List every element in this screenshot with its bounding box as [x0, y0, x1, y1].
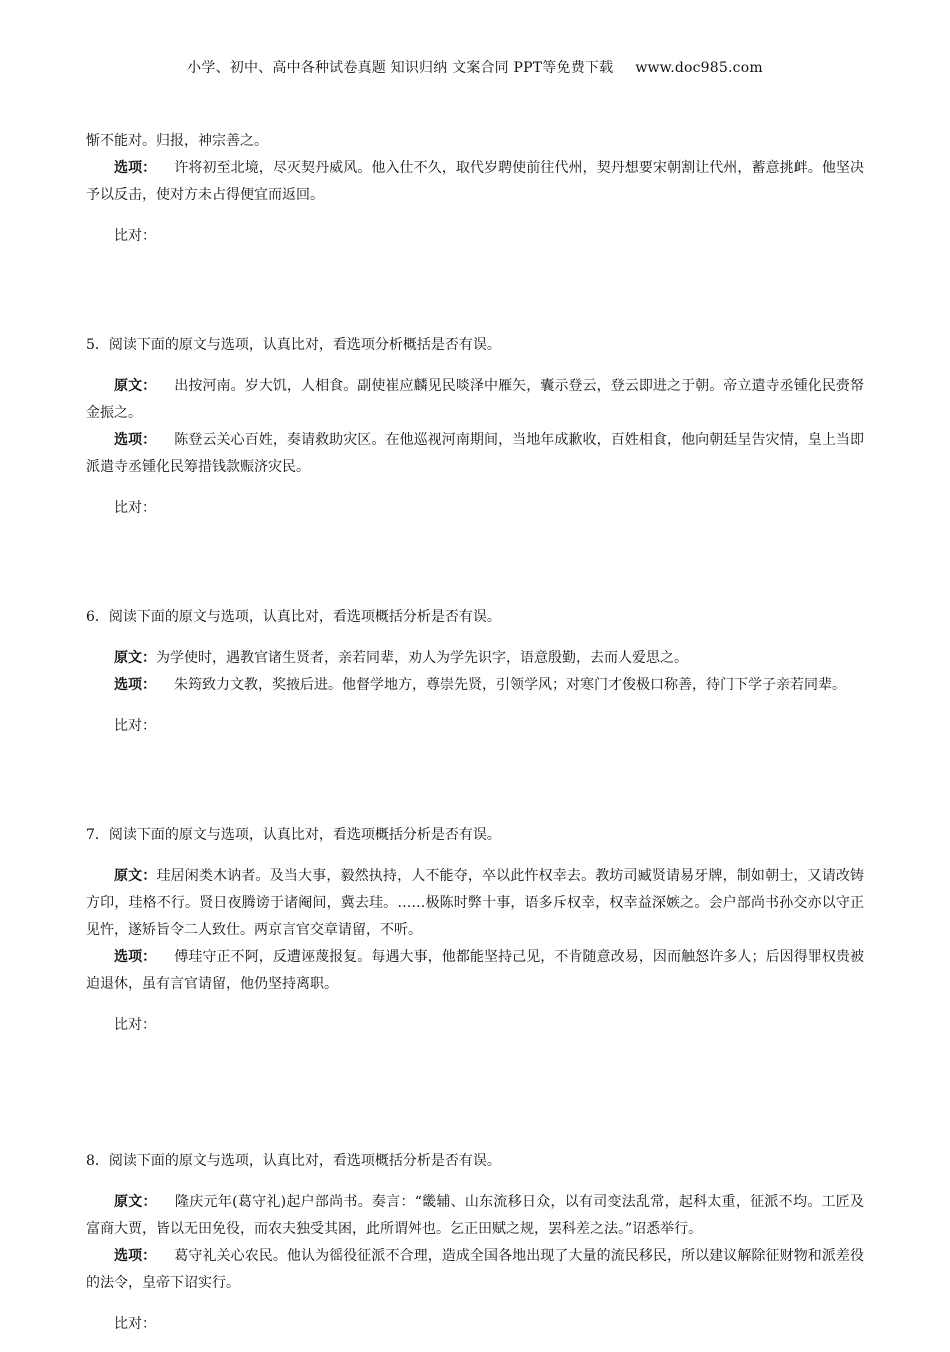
q6-option-text: 朱筠致力文教，奖掖后进。他督学地方，尊崇先贤，引领学风；对寒门才俊极口称善，待门下学子亲若同辈。 [174, 677, 846, 693]
q5-option-label: 选项： [114, 432, 157, 448]
q5-compare: 比对： [114, 500, 156, 516]
q7-title: 7．阅读下面的原文与选项，认真比对，看选项概括分析是否有误。 [86, 827, 501, 843]
q8-option [86, 1243, 864, 1297]
q7-option [86, 944, 864, 998]
q5-option [86, 427, 864, 481]
q5-option-text: 陈登云关心百姓，奏请救助灾区。在他巡视河南期间，当地年成歉收，百姓相食，他向朝廷呈告灾情，皇上当即派遣寺丞锺化民筹措钱款赈济灾民。 [86, 432, 865, 475]
q7-original-label: 原文： [114, 868, 157, 884]
q8-original-text: 隆庆元年(葛守礼)起户部尚书。奏言：“畿辅、山东流移日众，以有司变法乱常，起科太重，征派不均。工匠及富商大贾，皆以无田免役，而农夫独受其困，此所谓舛也。乞正田赋之规，罢科差之法。”诏悉举行。 [86, 1194, 864, 1237]
q4-option-text: 许将初至北境，尽灭契丹威风。他入仕不久，取代岁聘使前往代州，契丹想要宋朝割让代州，蓄意挑衅。他坚决予以反击，使对方未占得便宜而返回。 [86, 160, 865, 203]
q8-option-label: 选项： [114, 1248, 157, 1264]
question-4 [86, 128, 864, 250]
q4-original-tail: 惭不能对。归报，神宗善之。 [86, 133, 268, 149]
q7-original [86, 863, 864, 944]
q7-option-text: 傅珪守正不阿，反遭诬蔑报复。每遇大事，他都能坚持己见，不肯随意改易，因而触怒许多人；后因得罪权贵被迫退休，虽有言官请留，他仍坚持离职。 [86, 949, 865, 992]
q7-compare: 比对： [114, 1017, 156, 1033]
q5-title: 5．阅读下面的原文与选项，认真比对，看选项分析概括是否有误。 [86, 337, 501, 353]
question-7 [86, 822, 864, 1039]
q8-compare: 比对： [114, 1316, 156, 1332]
document-body [86, 128, 864, 1352]
q6-original-label: 原文： [114, 650, 156, 666]
q5-original-label: 原文： [114, 378, 157, 394]
question-6 [86, 604, 864, 740]
question-8 [86, 1148, 864, 1338]
q4-compare: 比对： [114, 228, 156, 244]
q5-original-text: 出按河南。岁大饥，人相食。副使崔应麟见民啖泽中雁矢，囊示登云，登云即进之于朝。帝立遣寺丞锺化民赍帑金振之。 [86, 378, 865, 421]
q6-option-label: 选项： [114, 677, 156, 693]
q8-original [86, 1189, 864, 1243]
q8-option-text: 葛守礼关心农民。他认为徭役征派不合理，造成全国各地出现了大量的流民移民，所以建议解除征财物和派差役的法令，皇帝下诏实行。 [86, 1248, 865, 1291]
q5-original [86, 373, 864, 427]
q6-title: 6．阅读下面的原文与选项，认真比对，看选项概括分析是否有误。 [86, 609, 501, 625]
header-text: 小学、初中、高中各种试卷真题 知识归纳 文案合同 PPT等免费下载 [187, 60, 614, 76]
q4-option-label: 选项： [114, 160, 157, 176]
q7-original-text: 珪居闲类木讷者。及当大事，毅然执持，人不能夺，卒以此忤权幸去。教坊司臧贤请易牙牌，制如朝士，又请改铸方印，珪格不行。贤日夜腾谤于诸阉间，冀去珪。……极陈时弊十事，语多斥权幸，权幸益深嫉之。会户部尚书孙交亦以守正见忤，遂矫旨令二人致仕。两京言官交章请留，不听。 [86, 868, 865, 938]
question-5 [86, 332, 864, 522]
q7-option-label: 选项： [114, 949, 157, 965]
q4-option [86, 155, 864, 209]
q8-title: 8．阅读下面的原文与选项，认真比对，看选项概括分析是否有误。 [86, 1153, 501, 1169]
q6-original [86, 645, 864, 672]
q6-option [86, 672, 864, 699]
q8-original-label: 原文： [114, 1194, 157, 1210]
q6-original-text: 为学使时，遇教官诸生贤者，亲若同辈，劝人为学先识字，语意殷勤，去而人爱思之。 [156, 650, 688, 666]
header-site-link[interactable]: www.doc985.com [635, 60, 763, 76]
q6-compare: 比对： [114, 718, 156, 734]
page-header [0, 57, 950, 77]
